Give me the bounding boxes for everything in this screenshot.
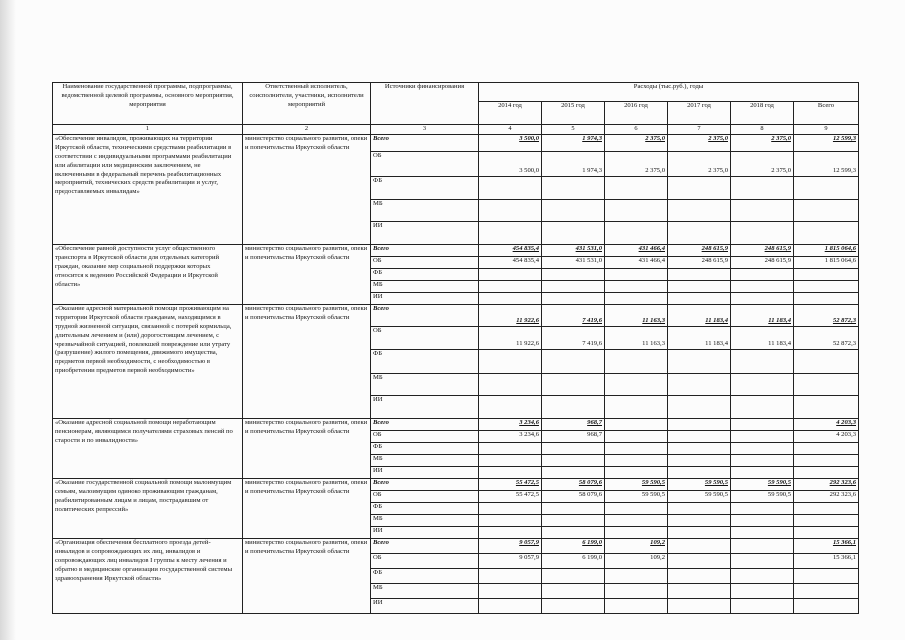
year-value: 55 472,5: [479, 479, 542, 491]
year-value: [479, 293, 542, 305]
funding-source: Всего: [371, 539, 479, 554]
year-value: [479, 200, 542, 222]
year-value: [605, 569, 668, 584]
year-value: 454 835,4: [479, 245, 542, 257]
year-value: 1 974,3: [542, 152, 605, 177]
total-value: 52 872,3: [794, 327, 859, 350]
year-value: [479, 374, 542, 396]
year-value: [668, 431, 731, 443]
year-value: [731, 599, 794, 614]
year-value: [605, 222, 668, 245]
funding-source: Всего: [371, 305, 479, 327]
year-value: [668, 419, 731, 431]
year-value: 59 590,5: [605, 491, 668, 503]
year-value: [605, 350, 668, 374]
funding-source: ИИ: [371, 293, 479, 305]
year-value: 11 922,6: [479, 305, 542, 327]
header-total: Всего: [794, 102, 859, 125]
year-value: [605, 269, 668, 281]
column-number: 8: [731, 125, 794, 135]
year-value: [605, 527, 668, 539]
column-number: 3: [371, 125, 479, 135]
measure-executor: министерство социального развития, опеки и попечительства Иркутской области: [243, 135, 371, 245]
total-value: 292 323,6: [794, 491, 859, 503]
year-value: [542, 599, 605, 614]
measure-name: «Оказание адресной материальной помощи проживающим на территории Иркутской области гражданам, находящимся в трудной жизненной ситуации, связанной с потерей кормильца, длительным лечением и (или) дорогостоящим лечением, с чрезвычайной ситуацией, повлекшей повреждение или утрату (разрушение) жилого помещения, движимого имущества, предметов первой необходимости, с необходимостью в приобретении предметов первой необходимости»: [53, 305, 243, 419]
header-year-2016: 2016 год: [605, 102, 668, 125]
year-value: [731, 527, 794, 539]
year-value: 59 590,5: [668, 479, 731, 491]
year-value: [668, 569, 731, 584]
year-value: [542, 200, 605, 222]
year-value: [479, 177, 542, 200]
year-value: [731, 584, 794, 599]
year-value: 109,2: [605, 554, 668, 569]
year-value: [479, 515, 542, 527]
total-value: [794, 503, 859, 515]
column-number: 5: [542, 125, 605, 135]
year-value: [605, 431, 668, 443]
year-value: [668, 515, 731, 527]
year-value: 6 199,0: [542, 539, 605, 554]
funding-source: ИИ: [371, 599, 479, 614]
year-value: [479, 527, 542, 539]
funding-source: ФБ: [371, 503, 479, 515]
table-row: [53, 479, 859, 491]
year-value: [605, 200, 668, 222]
year-value: 59 590,5: [605, 479, 668, 491]
year-value: [731, 419, 794, 431]
year-value: [479, 222, 542, 245]
total-value: 15 366,1: [794, 539, 859, 554]
year-value: [479, 569, 542, 584]
year-value: [668, 281, 731, 293]
year-value: 2 375,0: [605, 135, 668, 152]
year-value: 968,7: [542, 419, 605, 431]
year-value: 58 079,6: [542, 479, 605, 491]
year-value: 59 590,5: [731, 491, 794, 503]
year-value: [731, 269, 794, 281]
total-value: [794, 455, 859, 467]
year-value: [479, 269, 542, 281]
year-value: [731, 177, 794, 200]
column-number: 9: [794, 125, 859, 135]
year-value: [668, 443, 731, 455]
year-value: 431 531,0: [542, 257, 605, 269]
year-value: [668, 584, 731, 599]
total-value: [794, 515, 859, 527]
year-value: 9 057,9: [479, 554, 542, 569]
year-value: 11 163,3: [605, 305, 668, 327]
year-value: 248 615,9: [731, 257, 794, 269]
funding-source: МБ: [371, 515, 479, 527]
year-value: 3 234,6: [479, 431, 542, 443]
year-value: 3 500,0: [479, 152, 542, 177]
measure-name: «Оказание адресной социальной помощи неработающим пенсионерам, являющимся получателями страховых пенсий по старости и по инвалидности»: [53, 419, 243, 479]
year-value: [668, 539, 731, 554]
year-value: 431 466,4: [605, 257, 668, 269]
year-value: [479, 281, 542, 293]
year-value: [605, 584, 668, 599]
column-number: 1: [53, 125, 243, 135]
year-value: [605, 177, 668, 200]
total-value: 12 599,3: [794, 152, 859, 177]
year-value: [542, 281, 605, 293]
year-value: [605, 467, 668, 479]
year-value: [731, 515, 794, 527]
year-value: 431 466,4: [605, 245, 668, 257]
year-value: [479, 455, 542, 467]
year-value: [605, 599, 668, 614]
total-value: [794, 200, 859, 222]
year-value: [542, 269, 605, 281]
column-number: 2: [243, 125, 371, 135]
table-row: [53, 135, 859, 152]
year-value: [668, 177, 731, 200]
funding-source: ФБ: [371, 269, 479, 281]
scan-shadow: [0, 0, 16, 640]
year-value: [668, 222, 731, 245]
year-value: [605, 374, 668, 396]
funding-source: МБ: [371, 374, 479, 396]
year-value: 454 835,4: [479, 257, 542, 269]
year-value: 2 375,0: [731, 152, 794, 177]
total-value: 1 815 064,6: [794, 245, 859, 257]
year-value: [668, 599, 731, 614]
year-value: 2 375,0: [731, 135, 794, 152]
year-value: 7 419,6: [542, 327, 605, 350]
year-value: [542, 455, 605, 467]
header-year-2018: 2018 год: [731, 102, 794, 125]
funding-source: МБ: [371, 584, 479, 599]
total-value: [794, 527, 859, 539]
funding-source: ФБ: [371, 443, 479, 455]
year-value: [731, 467, 794, 479]
year-value: 6 199,0: [542, 554, 605, 569]
measure-name: «Обеспечение равной доступности услуг общественного транспорта в Иркутской области для отдельных категорий граждан, оказание мер социальной поддержки которых относится к ведению Российской Федерации и Иркутской области»: [53, 245, 243, 305]
table-row: [53, 419, 859, 431]
funding-source: ФБ: [371, 350, 479, 374]
year-value: [479, 599, 542, 614]
measures-body: [53, 135, 859, 614]
year-value: 1 974,3: [542, 135, 605, 152]
funding-source: Всего: [371, 479, 479, 491]
year-value: 248 615,9: [731, 245, 794, 257]
year-value: 11 922,6: [479, 327, 542, 350]
year-value: [731, 443, 794, 455]
year-value: [731, 350, 794, 374]
year-value: 59 590,5: [731, 479, 794, 491]
funding-source: МБ: [371, 281, 479, 293]
year-value: [605, 443, 668, 455]
year-value: [731, 281, 794, 293]
year-value: [479, 503, 542, 515]
total-value: [794, 467, 859, 479]
total-value: [794, 269, 859, 281]
year-value: [668, 350, 731, 374]
column-number: 6: [605, 125, 668, 135]
total-value: [794, 584, 859, 599]
year-value: [479, 443, 542, 455]
year-value: 3 234,6: [479, 419, 542, 431]
total-value: [794, 569, 859, 584]
year-value: [731, 431, 794, 443]
header-year-2014: 2014 год: [479, 102, 542, 125]
year-value: [542, 293, 605, 305]
column-number-row: [53, 125, 859, 135]
funding-source: ИИ: [371, 467, 479, 479]
year-value: 58 079,6: [542, 491, 605, 503]
year-value: 9 057,9: [479, 539, 542, 554]
measure-name: «Обеспечение инвалидов, проживающих на территории Иркутской области, техническими средствами реабилитации в соответствии с индивидуальными программами реабилитации или абилитации или медицинским заключением, не включенными в федеральный перечень реабилитационных мероприятий, технических средств реабилитации и услуг, предоставляемых инвалидам»: [53, 135, 243, 245]
year-value: 3 500,0: [479, 135, 542, 152]
funding-source: ОБ: [371, 152, 479, 177]
table-row: [53, 305, 859, 327]
funding-source: Всего: [371, 419, 479, 431]
year-value: [731, 569, 794, 584]
header-program: Наименование государственной программы, подпрограммы, ведомственной целевой программы, основного мероприятия, мероприятия: [53, 83, 243, 125]
year-value: [605, 515, 668, 527]
year-value: [542, 569, 605, 584]
year-value: [731, 222, 794, 245]
funding-source: ИИ: [371, 222, 479, 245]
year-value: [668, 293, 731, 305]
measure-executor: министерство социального развития, опеки и попечительства Иркутской области: [243, 305, 371, 419]
funding-source: ФБ: [371, 569, 479, 584]
table-row: [53, 539, 859, 554]
funding-source: ОБ: [371, 431, 479, 443]
year-value: 968,7: [542, 431, 605, 443]
year-value: [542, 350, 605, 374]
year-value: [668, 200, 731, 222]
total-value: [794, 177, 859, 200]
year-value: [479, 396, 542, 419]
year-value: [668, 467, 731, 479]
year-value: [668, 455, 731, 467]
measure-executor: министерство социального развития, опеки и попечительства Иркутской области: [243, 539, 371, 614]
total-value: 12 599,3: [794, 135, 859, 152]
funding-source: ОБ: [371, 554, 479, 569]
year-value: [731, 554, 794, 569]
total-value: [794, 222, 859, 245]
year-value: 248 615,9: [668, 245, 731, 257]
year-value: [542, 515, 605, 527]
year-value: [542, 177, 605, 200]
year-value: 11 163,3: [605, 327, 668, 350]
year-value: 11 183,4: [668, 327, 731, 350]
measure-executor: министерство социального развития, опеки и попечительства Иркутской области: [243, 245, 371, 305]
year-value: [668, 503, 731, 515]
funding-source: МБ: [371, 455, 479, 467]
funding-source: ФБ: [371, 177, 479, 200]
total-value: [794, 293, 859, 305]
year-value: [731, 200, 794, 222]
total-value: [794, 374, 859, 396]
year-value: 248 615,9: [668, 257, 731, 269]
year-value: [731, 539, 794, 554]
year-value: 431 531,0: [542, 245, 605, 257]
year-value: 55 472,5: [479, 491, 542, 503]
year-value: [542, 396, 605, 419]
year-value: [731, 455, 794, 467]
year-value: [731, 396, 794, 419]
header-year-2017: 2017 год: [668, 102, 731, 125]
header-row-1: [53, 83, 859, 102]
year-value: [731, 374, 794, 396]
year-value: 2 375,0: [668, 135, 731, 152]
funding-source: ИИ: [371, 396, 479, 419]
year-value: 7 419,6: [542, 305, 605, 327]
year-value: [479, 467, 542, 479]
measure-name: «Оказание государственной социальной помощи малоимущим семьям, малоимущим одиноко проживающим гражданам, реабилитированным лицам и лицам, пострадавшим от политических репрессий»: [53, 479, 243, 539]
funding-source: ОБ: [371, 257, 479, 269]
year-value: [542, 527, 605, 539]
year-value: [479, 584, 542, 599]
column-number: 4: [479, 125, 542, 135]
year-value: [668, 374, 731, 396]
total-value: 292 323,6: [794, 479, 859, 491]
year-value: [668, 554, 731, 569]
year-value: [542, 222, 605, 245]
total-value: 15 366,1: [794, 554, 859, 569]
year-value: [542, 374, 605, 396]
year-value: 11 183,4: [731, 305, 794, 327]
total-value: [794, 396, 859, 419]
total-value: 4 203,3: [794, 419, 859, 431]
year-value: 109,2: [605, 539, 668, 554]
total-value: [794, 350, 859, 374]
year-value: 59 590,5: [668, 491, 731, 503]
funding-source: Всего: [371, 135, 479, 152]
total-value: 52 872,3: [794, 305, 859, 327]
year-value: [542, 443, 605, 455]
year-value: [731, 503, 794, 515]
year-value: [668, 396, 731, 419]
year-value: 11 183,4: [668, 305, 731, 327]
header-expenses: Расходы (тыс.руб.), годы: [479, 83, 859, 102]
year-value: [605, 419, 668, 431]
year-value: [731, 293, 794, 305]
year-value: [605, 503, 668, 515]
year-value: [668, 527, 731, 539]
funding-source: ИИ: [371, 527, 479, 539]
funding-source: ОБ: [371, 491, 479, 503]
table-row: [53, 245, 859, 257]
measure-executor: министерство социального развития, опеки и попечительства Иркутской области: [243, 419, 371, 479]
year-value: [542, 584, 605, 599]
header-executor: Ответственный исполнитель, соисполнители, участники, исполнители мероприятий: [243, 83, 371, 125]
budget-table: [52, 82, 859, 614]
column-number: 7: [668, 125, 731, 135]
year-value: [605, 281, 668, 293]
year-value: [668, 269, 731, 281]
total-value: [794, 443, 859, 455]
year-value: 2 375,0: [668, 152, 731, 177]
header-source: Источники финансирования: [371, 83, 479, 125]
funding-source: Всего: [371, 245, 479, 257]
year-value: [605, 396, 668, 419]
measure-executor: министерство социального развития, опеки и попечительства Иркутской области: [243, 479, 371, 539]
year-value: [542, 467, 605, 479]
year-value: [479, 350, 542, 374]
total-value: 4 203,3: [794, 431, 859, 443]
year-value: [605, 293, 668, 305]
funding-source: МБ: [371, 200, 479, 222]
header-year-2015: 2015 год: [542, 102, 605, 125]
year-value: 11 183,4: [731, 327, 794, 350]
year-value: [542, 503, 605, 515]
total-value: 1 815 064,6: [794, 257, 859, 269]
measure-name: «Организация обеспечения бесплатного проезда детей-инвалидов и сопровождающих их лиц, инвалидов и сопровождающих лиц инвалидов I группы к месту лечения и обратно в медицинские организации государственной системы здравоохранения Иркутской области»: [53, 539, 243, 614]
year-value: 2 375,0: [605, 152, 668, 177]
funding-source: ОБ: [371, 327, 479, 350]
year-value: [605, 455, 668, 467]
total-value: [794, 599, 859, 614]
total-value: [794, 281, 859, 293]
